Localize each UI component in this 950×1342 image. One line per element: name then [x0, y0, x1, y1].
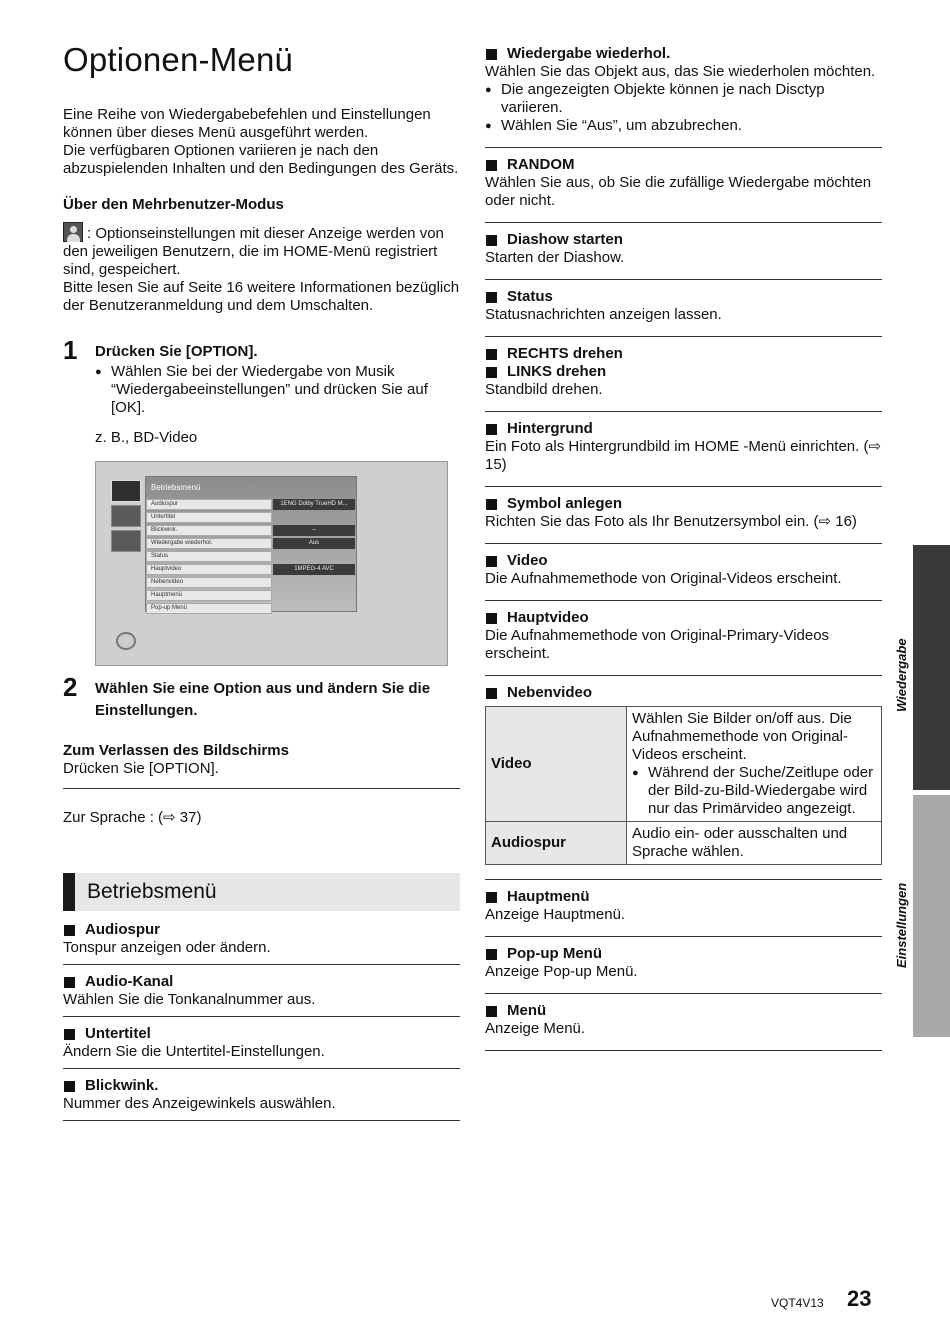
side-tab-label-einstellungen: Einstellungen [894, 882, 909, 968]
option-text: Nummer des Anzeigewinkels auswählen. [63, 1095, 336, 1112]
option-item [485, 945, 882, 994]
multiuser-text [63, 222, 460, 279]
menu-row[interactable] [146, 512, 356, 525]
step-2 [63, 672, 460, 722]
table-value: Audio ein- oder ausschalten und Sprache wählen. [627, 822, 882, 865]
menu-row[interactable] [146, 603, 356, 616]
menu-row-label: Blickwink. [146, 525, 272, 536]
menu-row-value: Aus [273, 538, 355, 549]
side-tab-wiedergabe [913, 545, 950, 790]
option-bullet: ● Die angezeigten Objekte können je nach Disctyp variieren. [485, 81, 882, 117]
leave-text: Drücken Sie [OPTION]. [63, 760, 219, 777]
section-title: Betriebsmenü [87, 880, 217, 903]
option-title: Wiedergabe wiederhol. [485, 45, 882, 63]
option-text: Statusnachrichten anzeigen lassen. [485, 306, 722, 323]
option-item [485, 345, 882, 412]
menu-row[interactable] [146, 551, 356, 564]
option-title: Diashow starten [485, 231, 882, 249]
option-item [485, 288, 882, 337]
document-code: VQT4V13 [771, 1296, 824, 1310]
option-item [485, 1002, 882, 1051]
step-1 [63, 335, 460, 447]
option-text: Ein Foto als Hintergrundbild im HOME -Menü einrichten. (⇨ 15) [485, 438, 882, 473]
thumbnail [111, 505, 141, 527]
step-title: Wählen Sie eine Option aus und ändern Sie die Einstellungen. [95, 680, 431, 719]
menu-row[interactable] [146, 525, 356, 538]
nebenvideo-table [485, 706, 882, 865]
option-bullet: ● Wählen Sie “Aus”, um abzubrechen. [485, 117, 882, 135]
table-key: Video [486, 707, 627, 822]
option-title: Hintergrund [485, 420, 882, 438]
step-number: 2 [63, 672, 78, 702]
table-bullet: ● Während der Suche/Zeitlupe oder der Bild-zu-Bild-Wiedergabe wird nur das Primärvideo angezeigt. [632, 764, 876, 818]
menu-panel [145, 476, 357, 612]
multiuser-text-1: : Optionseinstellungen mit dieser Anzeige werden von den jeweiligen Benutzern, die im HOME-Menü registriert sind, gespeichert. [63, 225, 444, 278]
option-item [485, 888, 882, 937]
menu-row-label: Untertitel [146, 512, 272, 523]
option-item [485, 684, 882, 871]
option-text: Wählen Sie aus, ob Sie die zufällige Wiedergabe möchten oder nicht. [485, 174, 872, 209]
option-title: RECHTS drehen [485, 345, 882, 363]
option-item [485, 45, 882, 148]
option-item [485, 420, 882, 487]
option-text: Anzeige Pop-up Menü. [485, 963, 638, 980]
divider [485, 879, 882, 880]
navigation-dial-icon [116, 632, 136, 650]
menu-row[interactable] [146, 564, 356, 577]
multiuser-text-2: Bitte lesen Sie auf Seite 16 weitere Informationen bezüglich der Benutzeranmeldung und dem Umschalten. [63, 279, 460, 314]
menu-row-label: Hauptmenü [146, 590, 272, 601]
side-tab-einstellungen [913, 795, 950, 1037]
menu-row-value: 1ENG Dolby TrueHD M... [273, 499, 355, 510]
option-title: LINKS drehen [485, 363, 882, 381]
step-title: Drücken Sie [OPTION]. [95, 343, 258, 360]
option-item [485, 609, 882, 676]
option-title: Hauptmenü [485, 888, 882, 906]
menu-row-label: Status [146, 551, 272, 562]
menu-row-label: Audiospur [146, 499, 272, 510]
page-title: Optionen-Menü [63, 41, 294, 78]
multiuser-heading: Über den Mehrbenutzer-Modus [63, 196, 284, 213]
thumbnail [111, 480, 141, 502]
menu-row-label: Wiedergabe wiederhol. [146, 538, 272, 549]
option-text: Standbild drehen. [485, 381, 603, 398]
option-item [63, 1077, 460, 1121]
example-label: z. B., BD-Video [95, 429, 198, 446]
menu-row-label: Nebenvideo [146, 577, 272, 588]
option-title: Menü [485, 1002, 882, 1020]
option-item [485, 495, 882, 544]
left-column [63, 40, 460, 1121]
menu-row[interactable] [146, 538, 356, 551]
divider [63, 788, 460, 789]
option-text: Wählen Sie die Tonkanalnummer aus. [63, 991, 316, 1008]
option-title: Audio-Kanal [63, 973, 460, 991]
option-item [485, 156, 882, 223]
page-number: 23 [847, 1286, 872, 1311]
section-title-banner [63, 873, 460, 911]
option-item [63, 973, 460, 1017]
leave-screen [63, 742, 460, 778]
intro-text-1: Eine Reihe von Wiedergabebefehlen und Einstellungen können über dieses Menü ausgeführt werden. [63, 106, 431, 141]
option-title: Symbol anlegen [485, 495, 882, 513]
table-row [486, 707, 882, 822]
option-text: Wählen Sie das Objekt aus, das Sie wiederholen möchten. [485, 63, 876, 80]
menu-row[interactable] [146, 590, 356, 603]
step-number: 1 [63, 335, 78, 365]
menu-row[interactable] [146, 499, 356, 512]
leave-heading: Zum Verlassen des Bildschirms [63, 742, 289, 759]
intro-text-2: Die verfügbaren Optionen variieren je nach den abzuspielenden Inhalten und den Bedingungen des Geräts. [63, 142, 459, 177]
option-title: Video [485, 552, 882, 570]
side-tab-label-wiedergabe: Wiedergabe [894, 638, 909, 712]
option-text: Tonspur anzeigen oder ändern. [63, 939, 271, 956]
table-row [486, 822, 882, 865]
betriebsmenu-items [63, 921, 460, 1121]
option-text: Anzeige Hauptmenü. [485, 906, 626, 923]
menu-row-label: Pop-up Menü [146, 603, 272, 614]
option-menu-screenshot [95, 461, 448, 666]
menu-row-value: – [273, 525, 355, 536]
thumbnail [111, 530, 141, 552]
language-reference: Zur Sprache : (⇨ 37) [63, 809, 202, 826]
option-title: Hauptvideo [485, 609, 882, 627]
option-item [485, 552, 882, 601]
step-bullet: ● Wählen Sie bei der Wiedergabe von Musik “Wiedergabeeinstellungen” und drücken Sie auf [OK]. [95, 363, 460, 417]
option-item [63, 921, 460, 965]
option-text: Die Aufnahmemethode von Original-Primary-Videos erscheint. [485, 627, 830, 662]
table-key: Audiospur [486, 822, 627, 865]
table-value [627, 707, 882, 822]
option-title: RANDOM [485, 156, 882, 174]
option-item [485, 231, 882, 280]
thumbnail-strip [111, 480, 141, 555]
menu-row-value: 1MPEG-4 AVC [273, 564, 355, 575]
option-title: Nebenvideo [485, 684, 882, 702]
option-text: Richten Sie das Foto als Ihr Benutzersymbol ein. (⇨ 16) [485, 513, 857, 530]
option-title: Audiospur [63, 921, 460, 939]
right-column [485, 45, 882, 1051]
option-title: Status [485, 288, 882, 306]
option-text: Starten der Diashow. [485, 249, 625, 266]
option-text: Die Aufnahmemethode von Original-Videos erscheint. [485, 570, 842, 587]
menu-row-label: Hauptvideo [146, 564, 272, 575]
intro [63, 106, 460, 178]
option-title: Blickwink. [63, 1077, 460, 1095]
table-text: Wählen Sie Bilder on/off aus. Die Aufnahmemethode von Original-Videos erscheint. [632, 710, 852, 763]
option-title: Untertitel [63, 1025, 460, 1043]
user-icon [63, 222, 83, 242]
option-item [63, 1025, 460, 1069]
menu-row[interactable] [146, 577, 356, 590]
option-text: Anzeige Menü. [485, 1020, 586, 1037]
menu-panel-title: Betriebsmenü [151, 483, 201, 492]
option-text: Ändern Sie die Untertitel-Einstellungen. [63, 1043, 325, 1060]
option-title: Pop-up Menü [485, 945, 882, 963]
